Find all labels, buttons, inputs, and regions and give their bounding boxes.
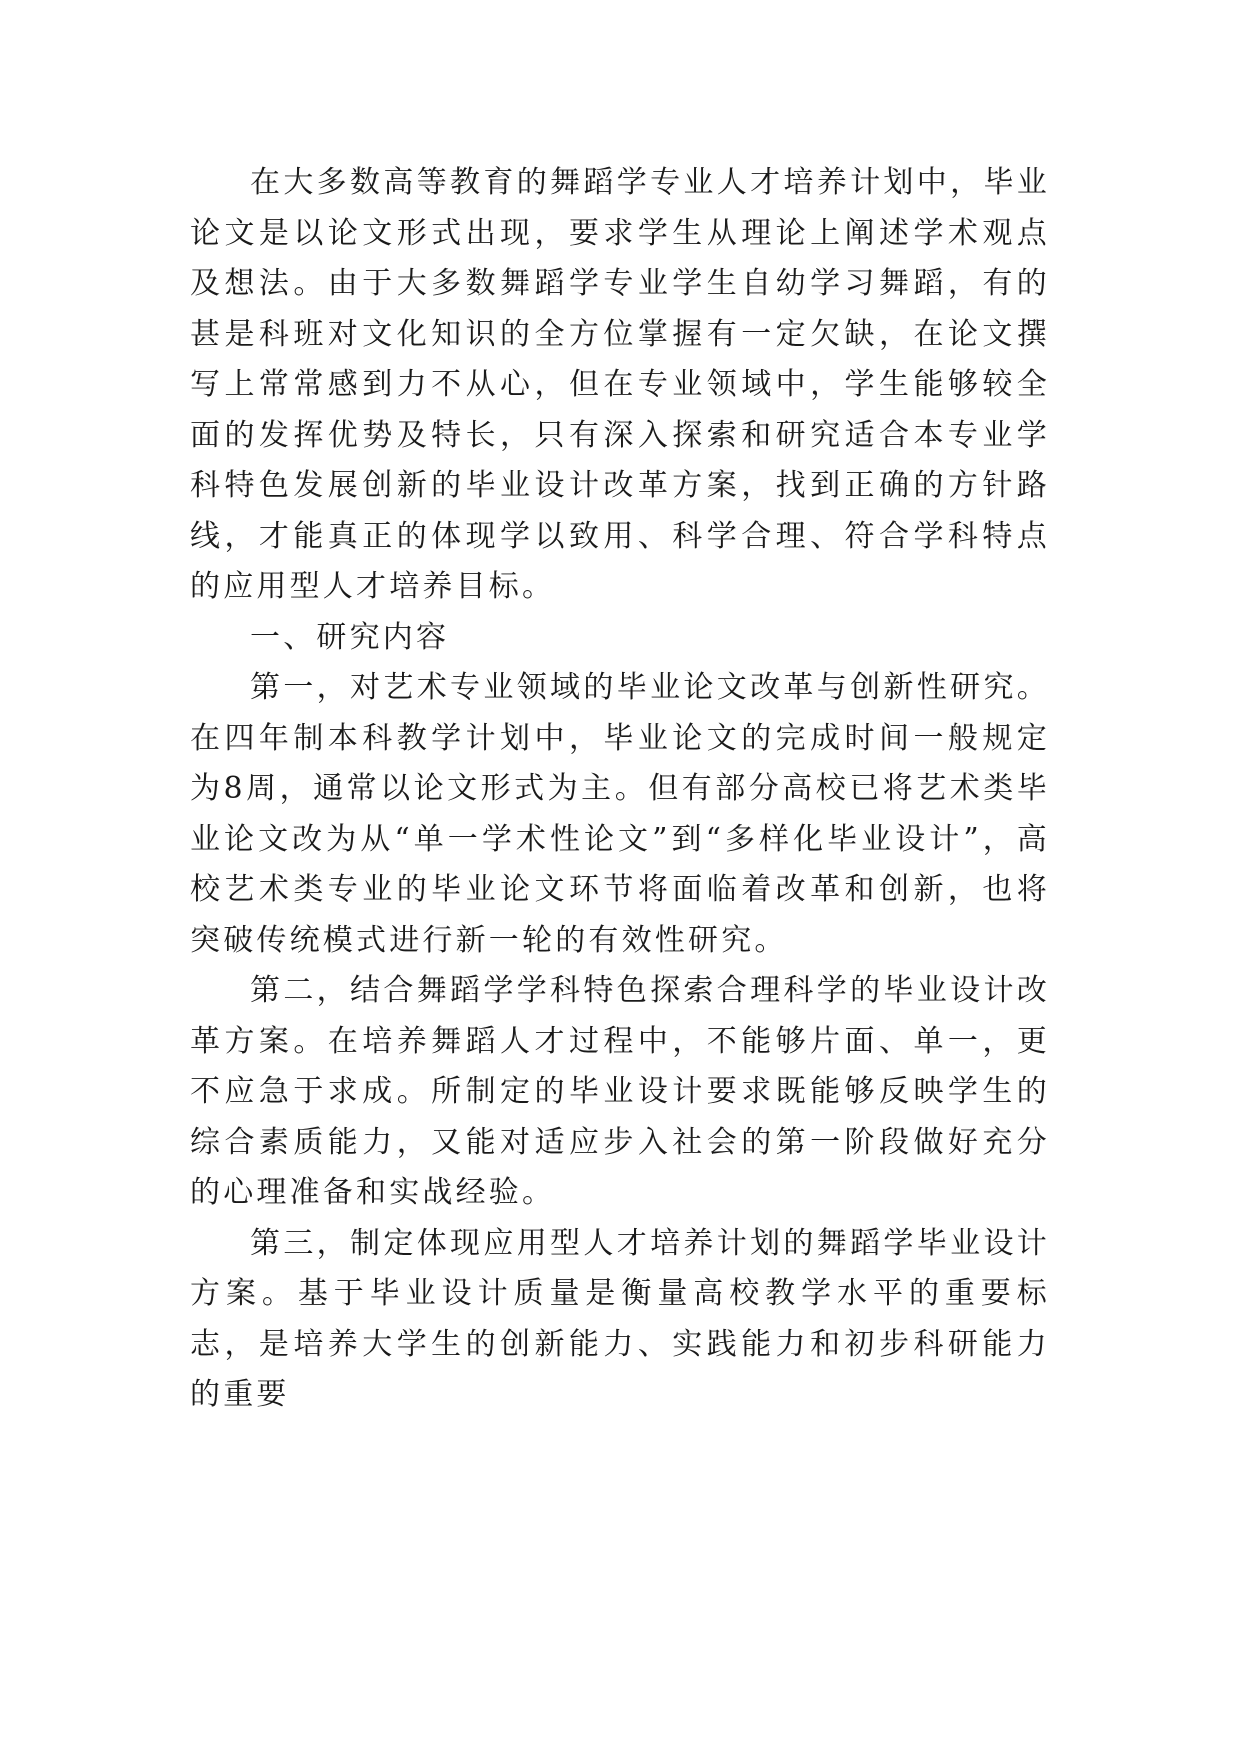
paragraph-intro: 在大多数高等教育的舞蹈学专业人才培养计划中，毕业论文是以论文形式出现，要求学生从理论上阐述学术观点及想法。由于大多数舞蹈学专业学生自幼学习舞蹈，有的甚是科班对文化知识的全方位掌握有一定欠缺，在论文撰写上常常感到力不从心，但在专业领域中，学生能够较全面的发挥优势及特长，只有深入探索和研究适合本专业学科特色发展创新的毕业设计改革方案，找到正确的方针路线，才能真正的体现学以致用、科学合理、符合学科特点的应用型人才培养目标。: [190, 165, 1050, 604]
section-heading-research-content: 一、研究内容: [250, 619, 450, 655]
paragraph-third: 第三，制定体现应用型人才培养计划的舞蹈学毕业设计方案。基于毕业设计质量是衡量高校教学水平的重要标志，是培养大学生的创新能力、实践能力和初步科研能力的重要: [190, 1225, 1050, 1412]
body-text: [190, 158, 1050, 1421]
paragraph-second: 第二，结合舞蹈学学科特色探索合理科学的毕业设计改革方案。在培养舞蹈人才过程中，不能够片面、单一，更不应急于求成。所制定的毕业设计要求既能够反映学生的综合素质能力，又能对适应步入社会的第一阶段做好充分的心理准备和实战经验。: [190, 973, 1050, 1210]
paragraph-first: 第一，对艺术专业领域的毕业论文改革与创新性研究。在四年制本科教学计划中，毕业论文的完成时间一般规定为8周，通常以论文形式为主。但有部分高校已将艺术类毕业论文改为从“单一学术性论文”到“多样化毕业设计”，高校艺术类专业的毕业论文环节将面临着改革和创新，也将突破传统模式进行新一轮的有效性研究。: [190, 670, 1050, 958]
